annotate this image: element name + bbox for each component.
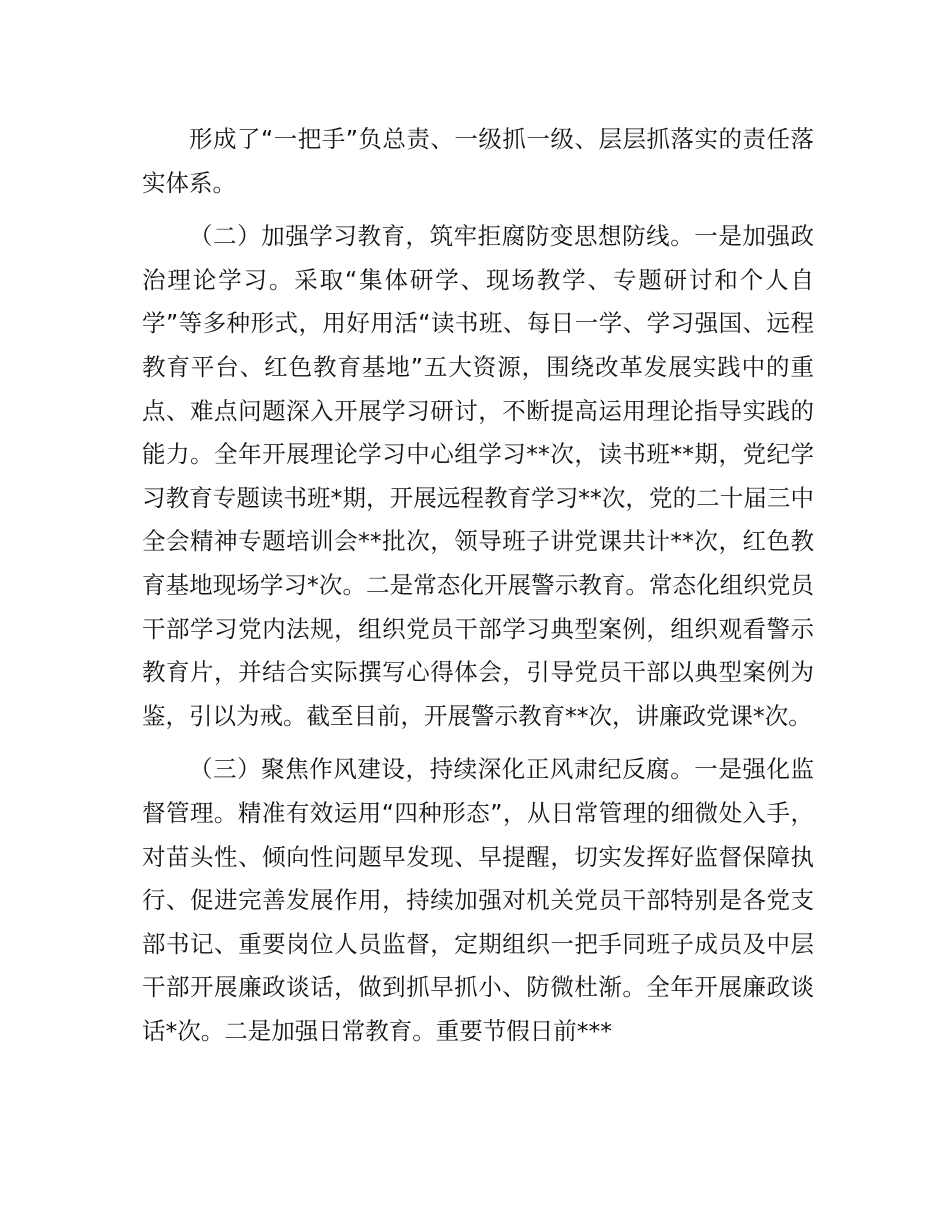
paragraph-responsibility-system: 形成了“一把手”负总责、一级抓一级、层层抓落实的责任落实体系。 [142, 125, 814, 197]
paragraph-study-education: （二）加强学习教育，筑牢拒腐防变思想防线。一是加强政治理论学习。采取“集体研学、现场教学、专题研讨和个人自学”等多种形式，用好用活“读书班、每日一学、学习强国、远程教育平台、红色教育基地”五大资源，围绕改革发展实践中的重点、难点问题深入开展学习研讨，不断提高运用理论指导实践的能力。全年开展理论学习中心组学习**次，读书班**期，党纪学习教育专题读书班*期，开展远程教育学习**次，党的二十届三中全会精神专题培训会**批次，领导班子讲党课共计**次，红色教育基地现场学习*次。二是常态化开展警示教育。常态化组织党员干部学习党内法规，组织党员干部学习典型案例，组织观看警示教育片，并结合实际撰写心得体会，引导党员干部以典型案例为鉴，引以为戒。截至目前，开展警示教育**次，讲廉政党课*次。 [142, 222, 814, 730]
document-body [142, 118, 814, 1053]
paragraph-work-style: （三）聚焦作风建设，持续深化正风肃纪反腐。一是强化监督管理。精准有效运用“四种形态”，从日常管理的细微处入手，对苗头性、倾向性问题早发现、早提醒，切实发挥好监督保障执行、促进完善发展作用，持续加强对机关党员干部特别是各党支部书记、重要岗位人员监督，定期组织一把手同班子成员及中层干部开展廉政谈话，做到抓早抓小、防微杜渐。全年开展廉政谈话*次。二是加强日常教育。重要节假日前*** [142, 755, 814, 1045]
